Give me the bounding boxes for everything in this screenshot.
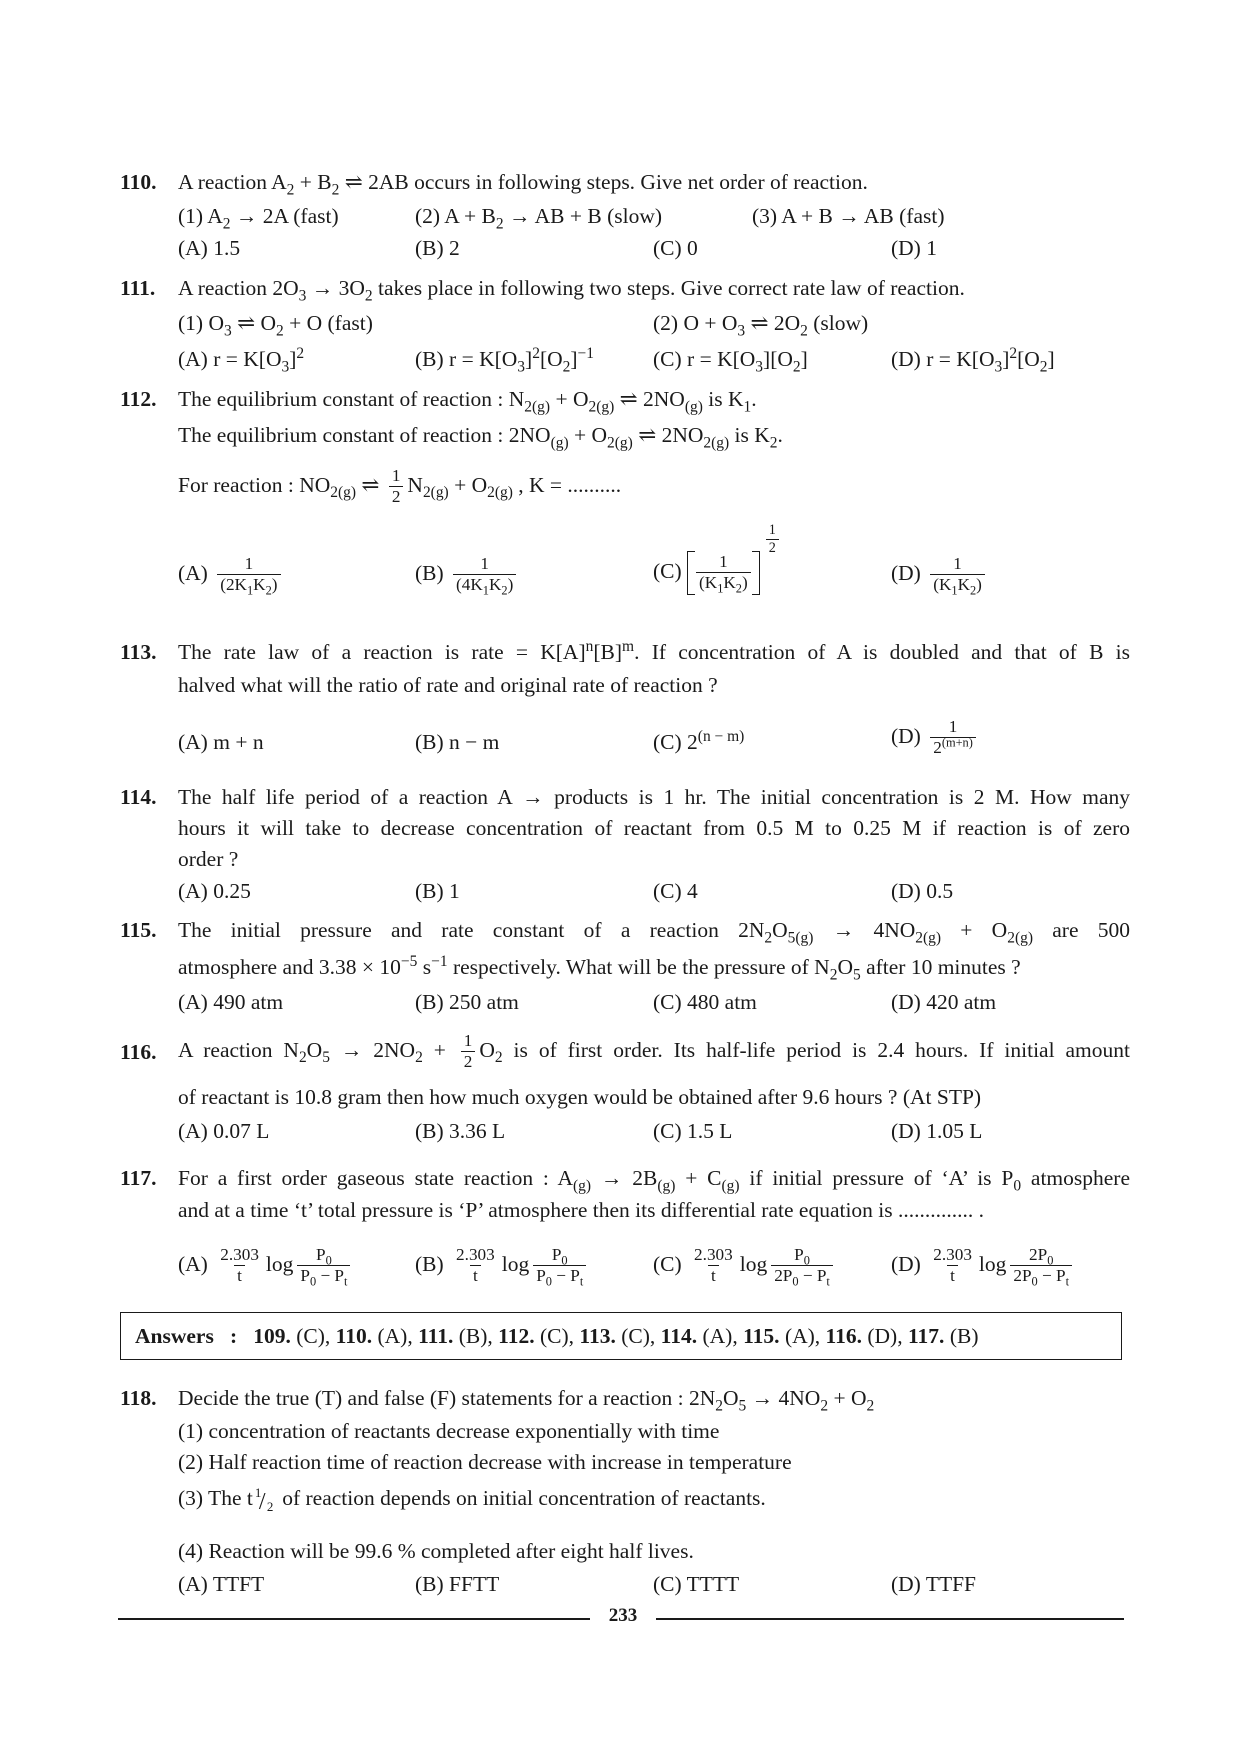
option-a[interactable]: (A) TTFT [178,1572,265,1596]
statement-2: (2) Half reaction time of reaction decrease with increase in temperature [178,1450,792,1474]
page-number: 233 [608,1605,638,1626]
footer-rule-right [656,1618,1124,1620]
answers-text: Answers : 109. (C), 110. (A), 111. (B), 112. (C), 113. (C), 114. (A), 115. (A), 116. (D), 117. (B) [135,1324,979,1348]
question-number: 117. [120,1166,157,1190]
question-stem: Decide the true (T) and false (F) statements for a reaction : $2N_2O_5 \to 4NO_2 + O_2$ [178,1386,875,1415]
question-line: and at a time ‘t’ total pressure is ‘P’ atmosphere then its differential rate equation is .............. . [178,1198,985,1222]
question-stem: A reaction $A_2 + B_2$ ⇌ 2AB occurs in following steps. Give net order of reaction. [178,170,868,199]
question-line: The equilibrium constant of reaction : $2NO_{(g)} + O_{2(g)}$ ⇌ $2NO_{2(g)}$ is $K_2$. [178,423,783,452]
question-line: The rate law of a reaction is rate = $K[A]^n[B]^m$. If concentration of A is doubled and that of B is [178,637,1130,664]
step-2: (2) $O + O_3$ ⇌ $2O_2$ (slow) [653,311,869,340]
option-d[interactable]: (D) $\frac{1}{2^{(m+n)}}$ [891,718,980,758]
option-c[interactable]: (C) 1.5 L [653,1119,733,1143]
option-b[interactable]: (B) 3.36 L [415,1119,506,1143]
statement-1: (1) concentration of reactants decrease exponentially with time [178,1419,720,1443]
option-b[interactable]: (B) $\frac{2.303}{t}$ log $\frac{P_0}{P_0 - P_t}$ [415,1246,590,1286]
question-line: A reaction $N_2O_5 \to 2NO_2$ + $\frac{1}{2}$ $O_2$ is of first order. Its half-life period is 2.4 hours. If initial amount [178,1031,1130,1071]
question-line: of reactant is 10.8 gram then how much oxygen would be obtained after 9.6 hours ? (At STP) [178,1085,982,1109]
footer-rule-left [118,1618,590,1620]
option-b[interactable]: (B) FFTT [415,1572,500,1596]
option-d[interactable]: (D) 1.05 L [891,1119,983,1143]
option-c[interactable]: (C) 0 [653,236,698,260]
question-number: 111. [120,276,156,300]
question-number: 114. [120,785,157,809]
question-number: 118. [120,1386,157,1410]
option-a[interactable]: (A) $\frac{2.303}{t}$ log $\frac{P_0}{P_0 - P_t}$ [178,1246,354,1286]
option-b[interactable]: (B) n − m [415,730,500,754]
question-number: 115. [120,918,157,942]
question-number: 112. [120,387,157,411]
question-line: hours it will take to decrease concentration of reactant from 0.5 M to 0.25 M if reaction is of zero [178,816,1130,840]
option-a[interactable]: (A) 490 atm [178,990,284,1014]
option-d[interactable]: (D) TTFF [891,1572,977,1596]
option-b[interactable]: (B) $\frac{1}{(4K_1K_2)}$ [415,555,520,595]
option-c[interactable]: (C) 4 [653,879,698,903]
answers-box [120,1312,1122,1360]
option-a[interactable]: (A) $r = K[O_3]^2$ [178,344,305,376]
option-a[interactable]: (A) $\frac{1}{(2K_1K_2)}$ [178,555,285,595]
option-a[interactable]: (A) 0.07 L [178,1119,270,1143]
option-c[interactable]: (C) TTTT [653,1572,740,1596]
question-number: 113. [120,640,157,664]
option-d[interactable]: (D) 1 [891,236,937,260]
option-d[interactable]: (D) $\frac{1}{(K_1K_2)}$ [891,555,989,595]
option-c[interactable]: (C) 480 atm [653,990,757,1014]
option-d[interactable]: (D) $\frac{2.303}{t}$ log $\frac{2P_0}{2P_0 - P_t}$ [891,1246,1076,1286]
step-1: (1) $O_3$ ⇌ $O_2 + O$ (fast) [178,311,373,340]
question-line: For reaction : $NO_{2(g)}$ ⇌ $\frac{1}{2}$ $N_{2(g)} + O_{2(g)}$ , K = .......... [178,466,622,506]
question-line: halved what will the ratio of rate and original rate of reaction ? [178,673,718,697]
option-d[interactable]: (D) 420 atm [891,990,997,1014]
question-line: For a first order gaseous state reaction : $A_{(g)} \to 2B_{(g)} + C_{(g)}$ if initial pressure of ‘A’ is $P_0$ atmosphere [178,1166,1131,1195]
question-line: order ? [178,847,239,871]
question-number: 116. [120,1040,157,1064]
question-stem: A reaction $2O_3 \to 3O_2$ takes place in following two steps. Give correct rate law of reaction. [178,276,965,305]
option-a[interactable]: (A) 1.5 [178,236,241,260]
option-b[interactable]: (B) 250 atm [415,990,519,1014]
question-line: atmosphere and $3.38 \times 10^{-5}$ $s^{-1}$ respectively. What will be the pressure of $N_2O_5$ after 10 minutes ? [178,952,1021,984]
option-b[interactable]: (B) 1 [415,879,460,903]
option-c[interactable]: (C) $2^{(n - m)}$ [653,727,745,754]
step-2: (2) $A + B_2$ → AB + B (slow) [415,204,663,233]
step-1: (1) $A_2 \to 2A$ (fast) [178,204,339,233]
option-d[interactable]: (D) 0.5 [891,879,954,903]
option-c[interactable]: (C) $\frac{2.303}{t}$ log $\frac{P_0}{2P_0 - P_t}$ [653,1246,837,1286]
option-a[interactable]: (A) 0.25 [178,879,251,903]
statement-3: (3) The t 1 / 2 of reaction depends on initial concentration of reactants. [178,1485,766,1516]
question-line: The initial pressure and rate constant of a reaction $2N_2O_{5(g)} \to 4NO_{2(g)} + O_{2(g)}$ are 500 [178,918,1130,947]
option-b[interactable]: (B) $r = K[O_3]^2[O_2]^{-1}$ [415,344,594,376]
option-a[interactable]: (A) m + n [178,730,264,754]
option-d[interactable]: (D) $r = K[O_3]^2[O_2]$ [891,344,1055,376]
step-3: (3) A + B → AB (fast) [752,204,945,228]
option-c[interactable]: (C) $r = K[O_3][O_2]$ [653,347,808,376]
question-line: The equilibrium constant of reaction : $N_{2(g)} + O_{2(g)}$ ⇌ $2NO_{(g)}$ is $K_1$. [178,387,757,416]
option-c[interactable]: (C) $\frac{1}{(K_1K_2)}$ $\frac{1}{2}$ [653,551,783,595]
question-line: The half life period of a reaction A → products is 1 hr. The initial concentration is 2 M. How many [178,785,1130,809]
option-b[interactable]: (B) 2 [415,236,460,260]
statement-4: (4) Reaction will be 99.6 % completed after eight half lives. [178,1539,694,1563]
question-number: 110. [120,170,157,194]
